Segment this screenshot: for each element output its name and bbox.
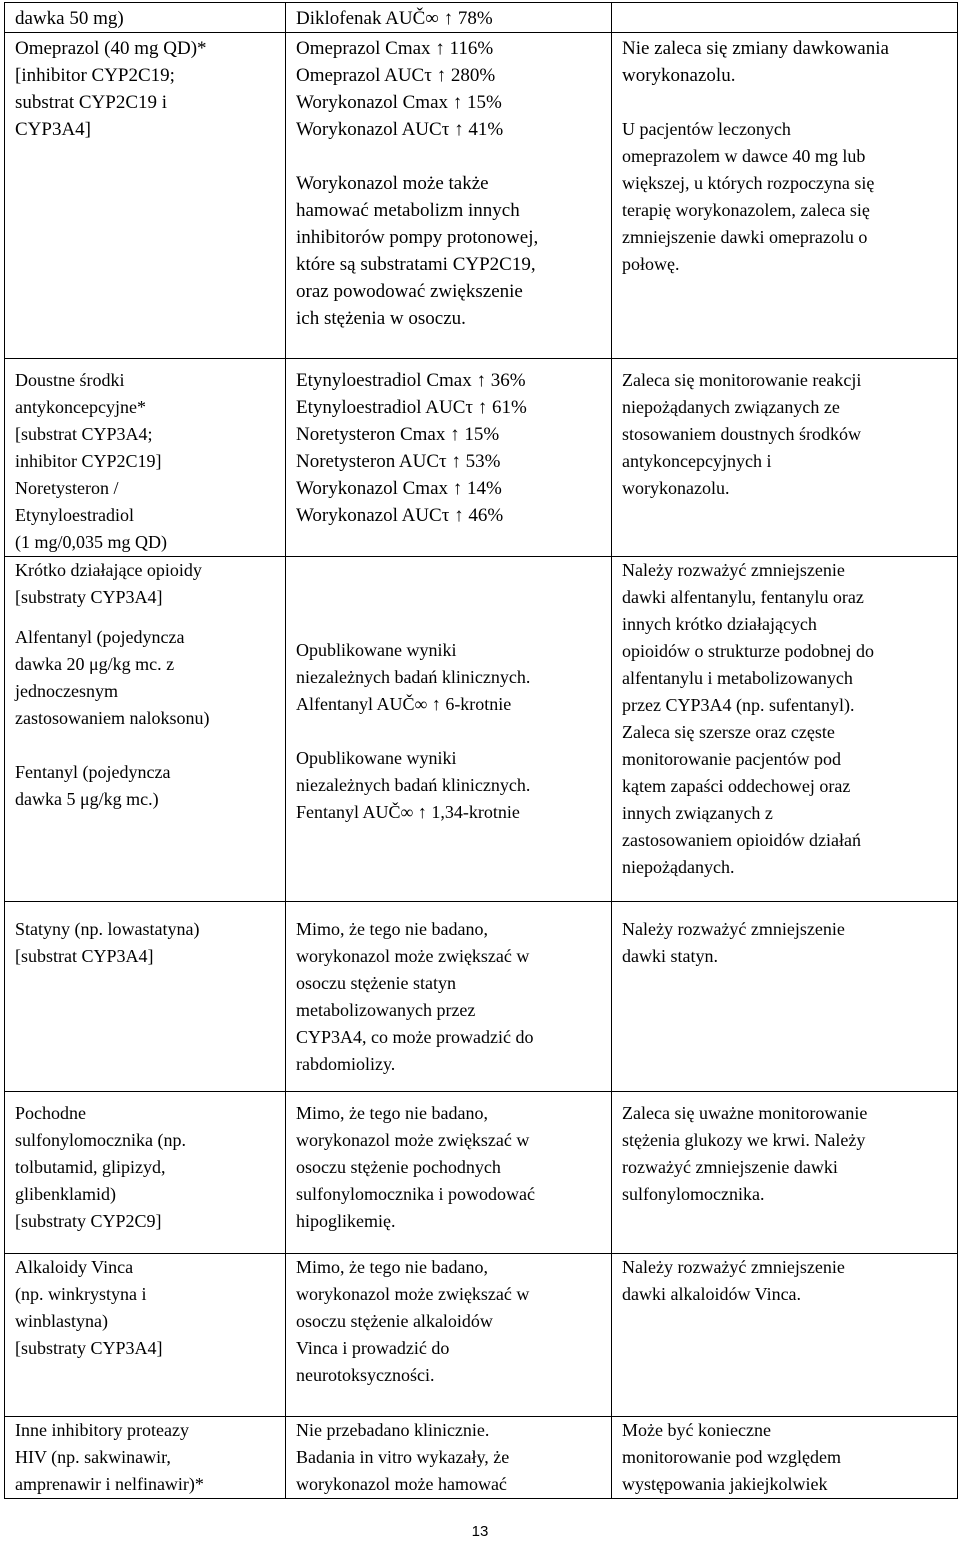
recommendation-cell (612, 3, 958, 33)
drug-text: Statyny (np. lowastatyna) [substrat CYP3A4] (15, 919, 200, 966)
recommendation-cell (612, 557, 958, 902)
recommendation-text: Może być konieczne monitorowanie pod względem występowania jakiejkolwiek (622, 1420, 841, 1494)
drug-text: Doustne środki antykoncepcyjne* [substrat CYP3A4; inhibitor CYP2C19] Noretysteron / Etynyloestradiol (1 mg/0,035 mg QD) (15, 370, 167, 552)
table-row (5, 3, 958, 33)
recommendation-text: Należy rozważyć zmniejszenie dawki alkaloidów Vinca. (622, 1257, 845, 1304)
recommendation-cell (612, 33, 958, 359)
recommendation-cell (612, 359, 958, 557)
effect-text: Opublikowane wyniki niezależnych badań klinicznych. Fentanyl AUČ∞ ↑ 1,34-krotnie (296, 748, 531, 822)
table-row (5, 1417, 958, 1499)
effect-cell (286, 557, 612, 902)
table-row (5, 33, 958, 359)
drug-cell (5, 33, 286, 359)
interactions-table (4, 2, 958, 1499)
effect-cell (286, 3, 612, 33)
recommendation-cell (612, 1092, 958, 1254)
table-row (5, 557, 958, 902)
drug-cell (5, 902, 286, 1092)
recommendation-cell (612, 902, 958, 1092)
recommendation-text: Nie zaleca się zmiany dawkowania worykonazolu. (622, 38, 889, 86)
table-row (5, 1254, 958, 1417)
effect-text: Mimo, że tego nie badano, worykonazol może zwiększać w osoczu stężenie alkaloidów Vinca i prowadzić do neurotoksyczności. (296, 1257, 530, 1385)
effect-text: Diklofenak AUČ∞ ↑ 78% (296, 8, 493, 29)
drug-cell (5, 557, 286, 902)
drug-text: dawka 50 mg) (15, 8, 124, 29)
effect-cell (286, 1254, 612, 1417)
table-row (5, 1092, 958, 1254)
drug-cell (5, 3, 286, 33)
recommendation-cell (612, 1254, 958, 1417)
recommendation-text: Należy rozważyć zmniejszenie dawki alfentanylu, fentanylu oraz innych krótko działających opioidów o strukturze podobnej do alfentanylu i metabolizowanych przez CYP3A4 (np. sufentanyl). Zaleca się szersze oraz częste monitorowanie pacjentów pod kątem zapaści oddechowej oraz innych związanych z zastosowaniem opioidów działań niepożądanych. (622, 560, 874, 877)
effect-cell (286, 33, 612, 359)
page-number: 13 (471, 1523, 489, 1540)
recommendation-text: Należy rozważyć zmniejszenie dawki statyn. (622, 919, 845, 966)
effect-cell (286, 1092, 612, 1254)
recommendation-text: Zaleca się monitorowanie reakcji niepożądanych związanych ze stosowaniem doustnych środków antykoncepcyjnych i worykonazolu. (622, 370, 862, 498)
drug-subitem: Alfentanyl (pojedyncza dawka 20 μg/kg mc. z jednoczesnym zastosowaniem naloksonu) (15, 627, 210, 728)
effect-text: Mimo, że tego nie badano, worykonazol może zwiększać w osoczu stężenie pochodnych sulfonylomocznika i powodować hipoglikemię. (296, 1103, 535, 1231)
effect-text: Opublikowane wyniki niezależnych badań klinicznych. Alfentanyl AUČ∞ ↑ 6-krotnie (296, 640, 531, 714)
drug-text: Alkaloidy Vinca (np. winkrystyna i winblastyna) [substraty CYP3A4] (15, 1257, 163, 1358)
effect-note: Worykonazol może także hamować metabolizm innych inhibitorów pompy protonowej, które są substratami CYP2C19, oraz powodować zwiększenie ich stężenia w osoczu. (296, 173, 539, 329)
effect-text: Etynyloestradiol Cmax ↑ 36% Etynyloestradiol AUCτ ↑ 61% Noretysteron Cmax ↑ 15% Noretysteron AUCτ ↑ 53% Worykonazol Cmax ↑ 14% Worykonazol AUCτ ↑ 46% (296, 370, 527, 526)
drug-text: Omeprazol (40 mg QD)* [inhibitor CYP2C19; substrat CYP2C19 i CYP3A4] (15, 38, 207, 140)
drug-cell (5, 1092, 286, 1254)
recommendation-text: Zaleca się uważne monitorowanie stężenia glukozy we krwi. Należy rozważyć zmniejszenie dawki sulfonylomocznika. (622, 1103, 868, 1204)
recommendation-cell (612, 1417, 958, 1499)
effect-text: Omeprazol Cmax ↑ 116% Omeprazol AUCτ ↑ 280% Worykonazol Cmax ↑ 15% Worykonazol AUCτ ↑ 41% (296, 38, 504, 140)
table-row (5, 902, 958, 1092)
drug-text: Inne inhibitory proteazy HIV (np. sakwinawir, amprenawir i nelfinawir)* (15, 1420, 204, 1494)
effect-text: Mimo, że tego nie badano, worykonazol może zwiększać w osoczu stężenie statyn metabolizowanych przez CYP3A4, co może prowadzić do rabdomiolizy. (296, 919, 534, 1074)
effect-cell (286, 1417, 612, 1499)
recommendation-note: U pacjentów leczonych omeprazolem w dawce 40 mg lub większej, u których rozpoczyna się terapię worykonazolem, zaleca się zmniejszenie dawki omeprazolu o połowę. (622, 119, 875, 274)
drug-subitem: Fentanyl (pojedyncza dawka 5 μg/kg mc.) (15, 762, 171, 809)
drug-cell (5, 359, 286, 557)
drug-text: Krótko działające opioidy [substraty CYP3A4] (15, 560, 202, 607)
effect-text: Nie przebadano klinicznie. Badania in vitro wykazały, że worykonazol może hamować (296, 1420, 510, 1494)
effect-cell (286, 359, 612, 557)
drug-cell (5, 1254, 286, 1417)
drug-cell (5, 1417, 286, 1499)
effect-cell (286, 902, 612, 1092)
drug-text: Pochodne sulfonylomocznika (np. tolbutamid, glipizyd, glibenklamid) [substraty CYP2C9] (15, 1103, 186, 1231)
table-row (5, 359, 958, 557)
